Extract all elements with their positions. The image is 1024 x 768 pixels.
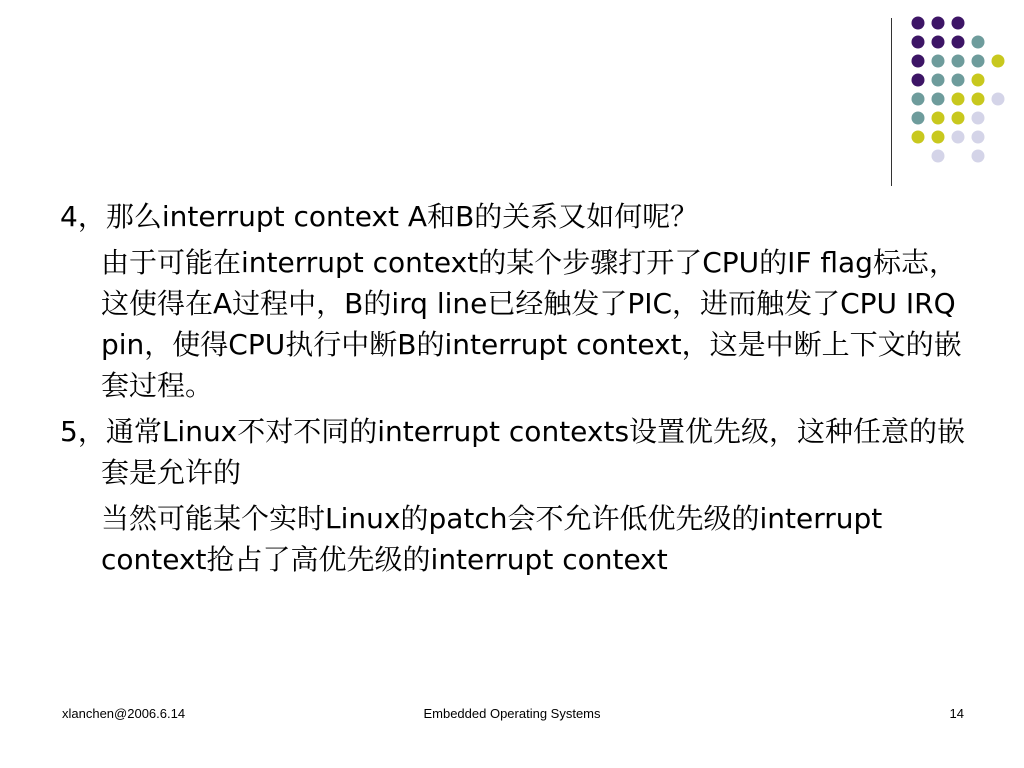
decor-dot	[952, 55, 965, 68]
decor-dot	[912, 93, 925, 106]
footer-course-title: Embedded Operating Systems	[423, 706, 601, 721]
decor-dot	[952, 112, 965, 125]
decor-dot	[972, 74, 985, 87]
decor-dot	[932, 36, 945, 49]
decor-dot	[952, 131, 965, 144]
decor-dot	[932, 55, 945, 68]
decor-dot	[912, 36, 925, 49]
question-paragraph: 4，那么interrupt context A和B的关系又如何呢？	[60, 200, 699, 233]
decor-dot	[972, 55, 985, 68]
answer-paragraph: 由于可能在interrupt context的某个步骤打开了CPU的IF flag标志，这使得在A过程中，B的irq line已经触发了PIC，进而触发了CPU IRQ pin，使得CPU执行中断B的interrupt context，这是中断上下文的嵌套过程。	[101, 246, 962, 402]
decor-dot	[952, 74, 965, 87]
decor-dot	[912, 131, 925, 144]
note-paragraph: 当然可能某个实时Linux的patch会不允许低优先级的interrupt context抢占了高优先级的interrupt context	[101, 502, 883, 576]
decor-dot	[972, 131, 985, 144]
decor-dot	[932, 150, 945, 163]
decor-dot	[912, 112, 925, 125]
decor-dot	[952, 17, 965, 30]
decor-dot	[932, 112, 945, 125]
decor-dot	[932, 93, 945, 106]
decorative-dot-grid	[0, 0, 1024, 200]
decor-dot	[992, 55, 1005, 68]
decor-dot	[912, 17, 925, 30]
decor-dot	[932, 131, 945, 144]
decor-dot	[992, 93, 1005, 106]
decor-dot	[952, 93, 965, 106]
point-paragraph: 5，通常Linux不对不同的interrupt contexts设置优先级，这种任意的嵌套是允许的	[60, 415, 966, 489]
decor-dot	[972, 36, 985, 49]
decor-dot	[912, 74, 925, 87]
decor-dot	[972, 112, 985, 125]
decor-dot	[912, 55, 925, 68]
decor-dot	[972, 150, 985, 163]
decor-dot	[932, 74, 945, 87]
vertical-divider	[891, 18, 892, 186]
footer-author-date: xlanchen@2006.6.14	[62, 706, 186, 721]
slide-body	[60, 196, 970, 585]
decor-dot	[952, 36, 965, 49]
decor-dot	[972, 93, 985, 106]
decor-dot	[932, 17, 945, 30]
footer-page-number: 14	[949, 706, 964, 721]
